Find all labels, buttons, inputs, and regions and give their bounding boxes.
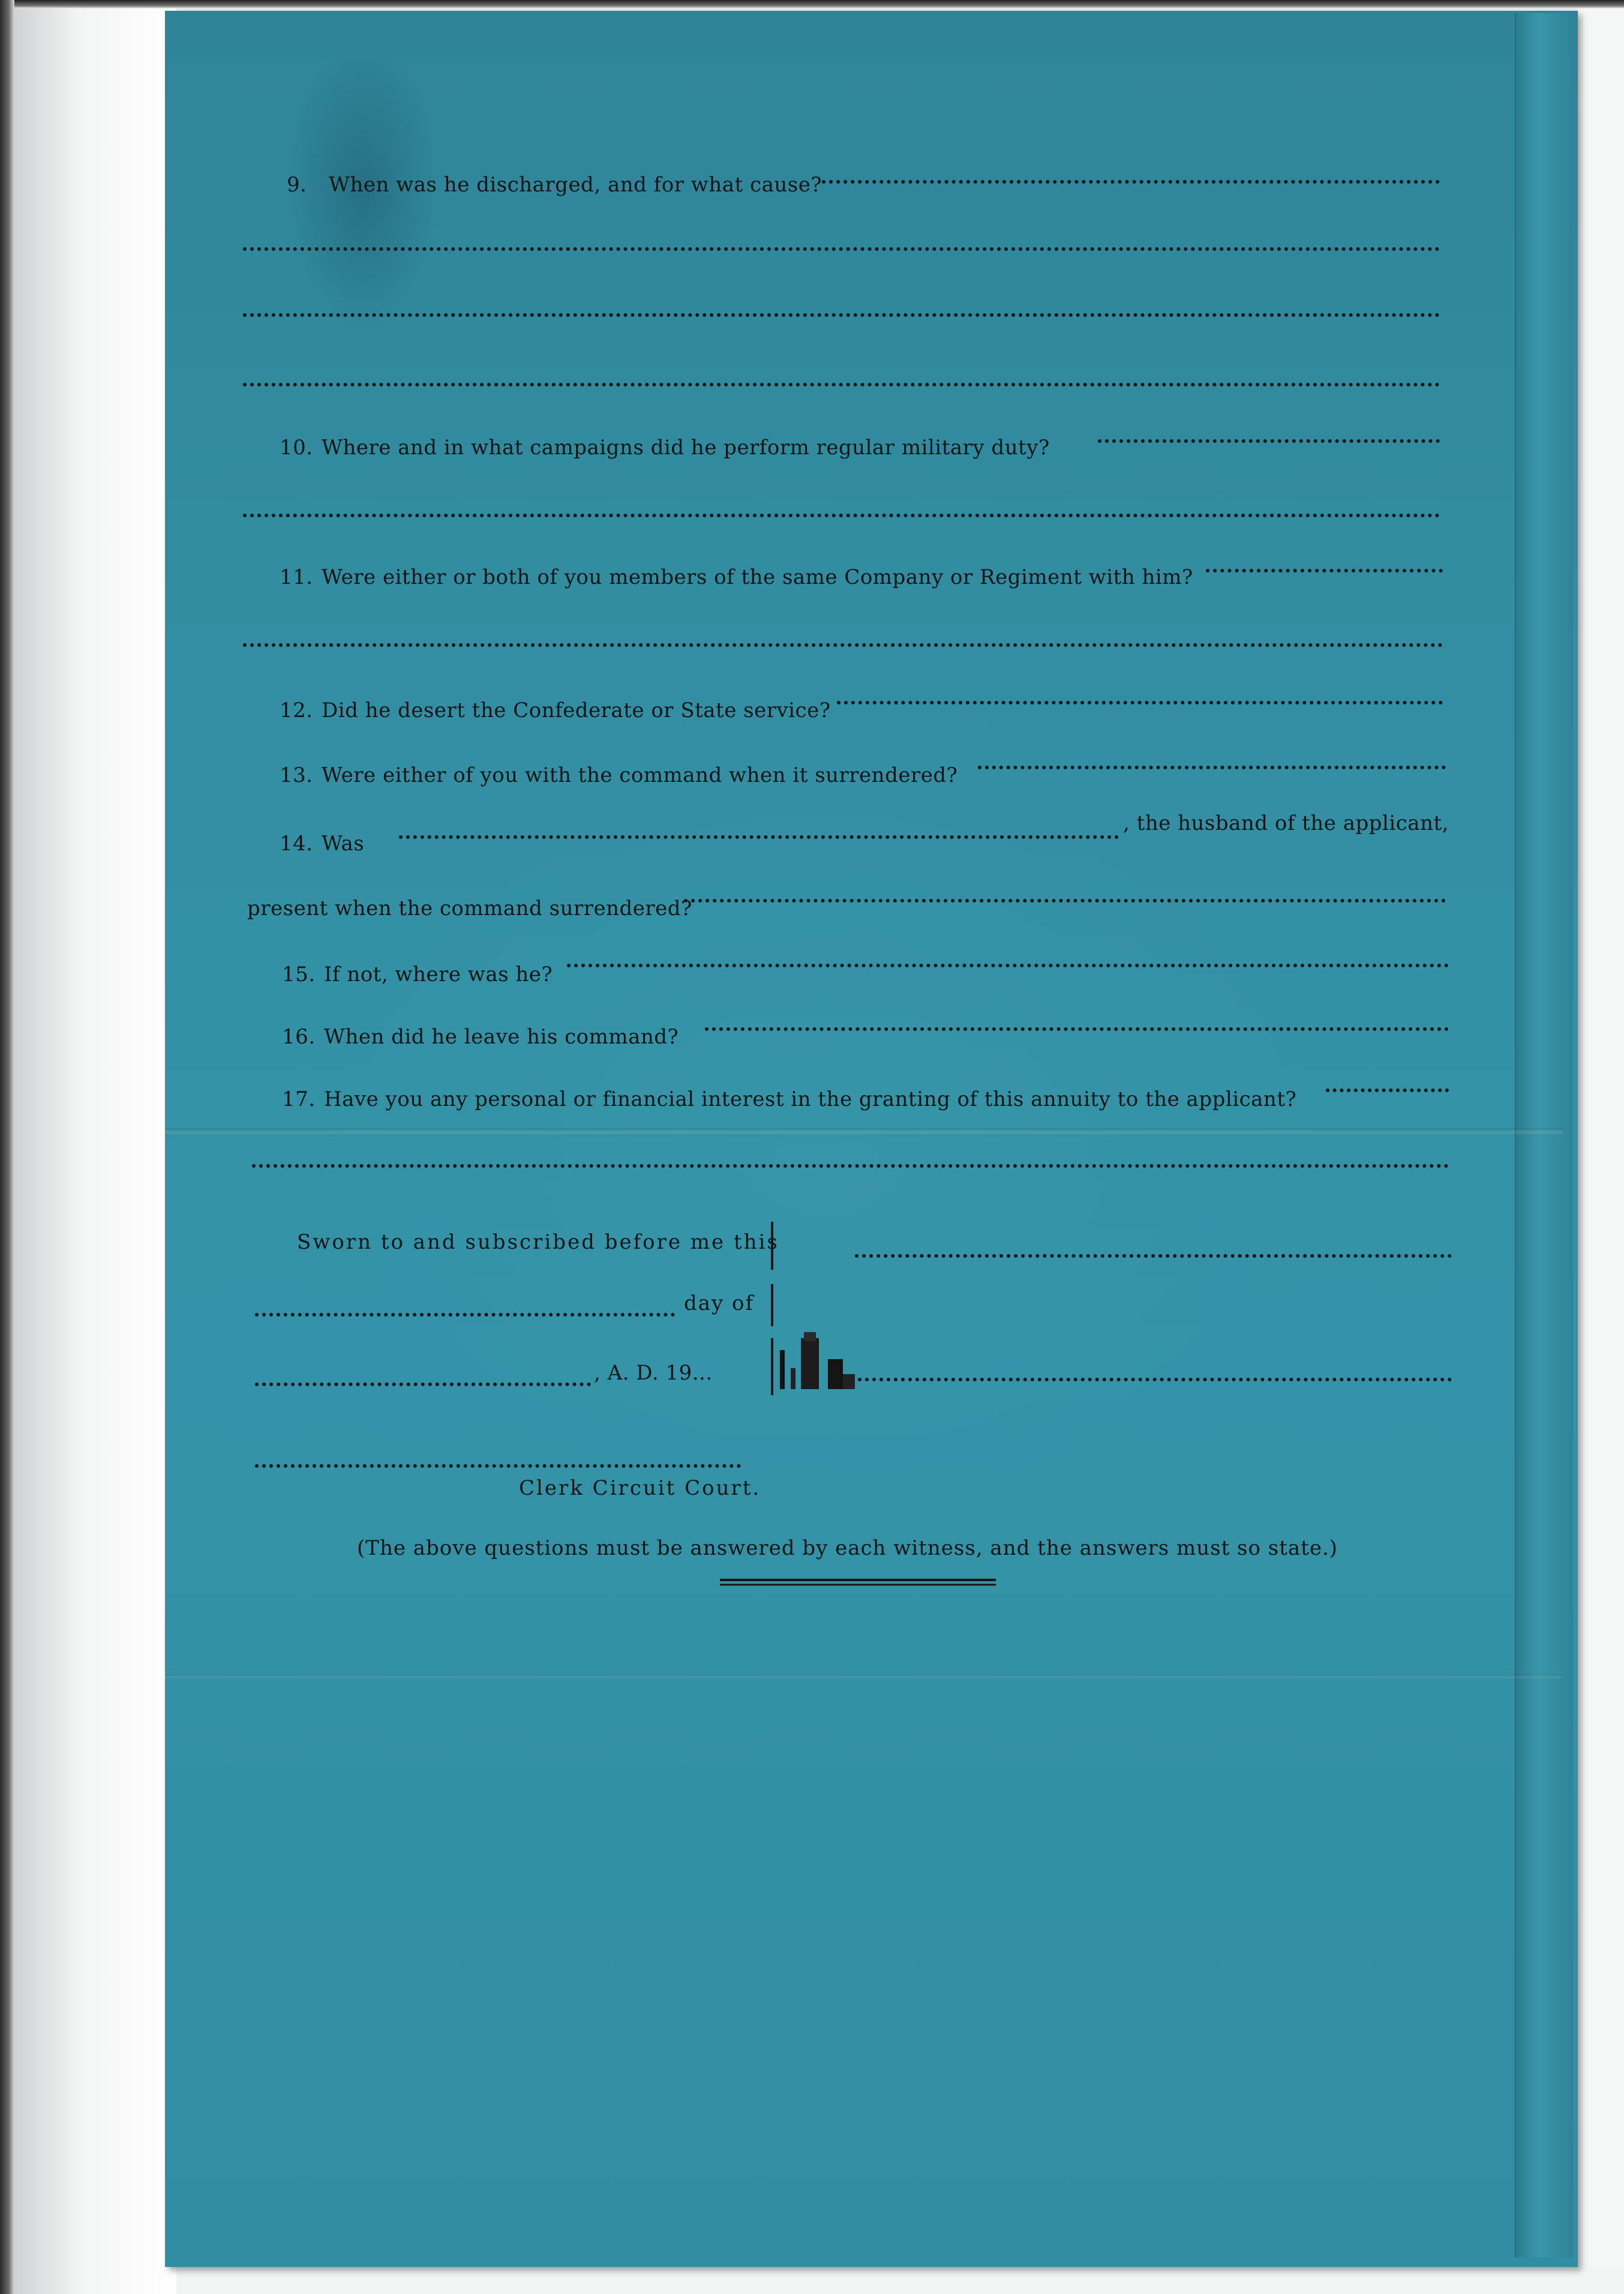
answer-line[interactable] [243,643,1443,647]
answer-line[interactable] [684,899,1446,902]
scan-background [14,8,176,2294]
answer-line[interactable] [978,766,1446,769]
clerk-title: Clerk Circuit Court. [519,1476,761,1500]
question-text: Were either of you with the command when it surrendered? [322,763,958,787]
question-number: 16. [282,1025,316,1049]
scan-edge-left [0,0,14,2294]
answer-line[interactable] [1326,1088,1449,1092]
blue-form-sheet [165,11,1578,2267]
scan-edge-top [0,0,1624,8]
question-17 [282,1087,1296,1111]
question-number: 17. [282,1087,316,1111]
question-text: When did he leave his command? [324,1025,679,1049]
scan-background-right [1578,8,1624,2294]
question-10 [280,436,1050,460]
day-line[interactable] [255,1313,675,1317]
answer-line[interactable] [243,383,1440,386]
answer-line[interactable] [837,701,1443,704]
question-number: 12. [280,698,313,722]
answer-line[interactable] [252,1164,1449,1168]
question-number: 13. [280,763,313,787]
scan-background-bottom [176,2267,1624,2294]
husband-name-line[interactable] [399,835,1119,839]
bracket [771,1284,785,1326]
question-12 [280,698,830,722]
question-number: 9. [287,173,307,197]
question-14-continuation: present when the command surrendered? [247,896,692,920]
ink-stamp-mark [774,1326,864,1392]
day-of-label: day of [684,1291,755,1315]
question-13 [280,763,957,787]
question-number: 14. [280,832,313,856]
question-text: Did he desert the Confederate or State service? [322,698,831,722]
answer-line[interactable] [1098,439,1440,443]
clerk-signature-line[interactable] [255,1464,741,1468]
double-rule [720,1577,996,1589]
footer-note: (The above questions must be answered by each witness, and the answers must so state.) [357,1536,1338,1560]
answer-line[interactable] [567,964,1449,967]
year-label: , A. D. 19... [594,1361,713,1385]
answer-line[interactable] [705,1027,1449,1031]
question-15 [282,962,553,986]
question-number: 10. [280,436,313,460]
question-number: 11. [280,565,313,589]
question-text: If not, where was he? [324,962,553,986]
paper-fold-lower [165,1674,1563,1680]
question-9 [287,173,822,197]
answer-line[interactable] [1206,569,1443,572]
sworn-statement: Sworn to and subscribed before me this [297,1230,779,1254]
witness-signature-line[interactable] [858,1378,1452,1381]
question-16 [282,1025,679,1049]
paper-fold [165,1128,1563,1136]
answer-line[interactable] [243,514,1440,517]
question-text: Were either or both of you members of the same Company or Regiment with him? [322,565,1193,589]
answer-line[interactable] [822,180,1440,184]
bracket [771,1222,785,1270]
question-text: Have you any personal or financial interest in the granting of this annuity to the applicant? [324,1087,1297,1111]
answer-line[interactable] [243,247,1440,251]
question-14 [280,832,364,856]
question-text: Where and in what campaigns did he perform regular military duty? [322,436,1050,460]
question-text: When was he discharged, and for what cause? [329,173,822,197]
witness-signature-line[interactable] [855,1254,1452,1258]
question-number: 15. [282,962,316,986]
answer-line[interactable] [243,313,1440,317]
month-line[interactable] [255,1383,591,1386]
question-text: Was [322,832,365,856]
question-14-suffix: , the husband of the applicant, [1123,811,1449,835]
question-11 [280,565,1193,589]
